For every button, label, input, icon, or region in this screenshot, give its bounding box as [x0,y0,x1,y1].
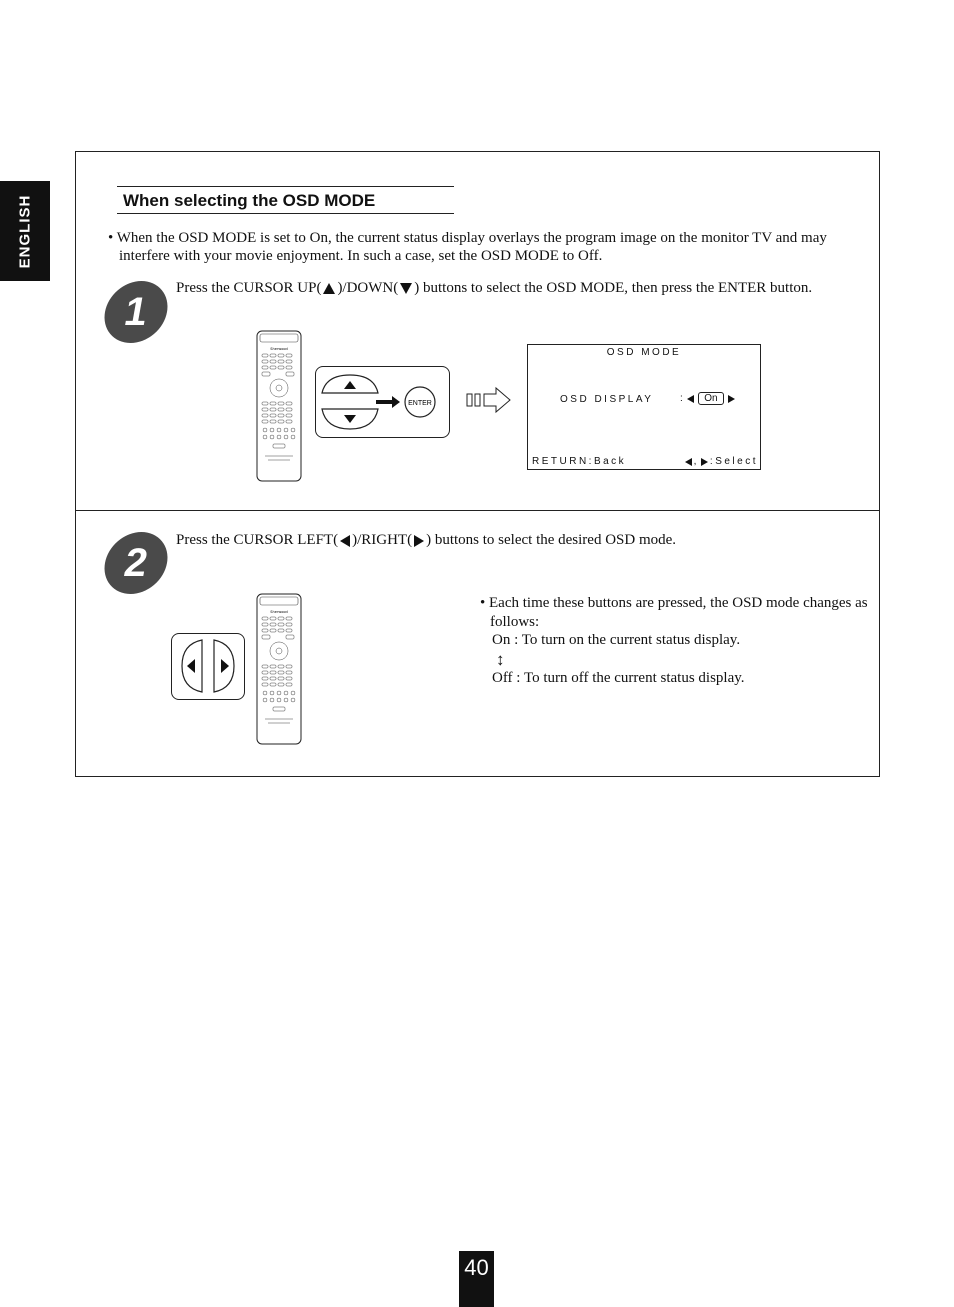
step-1-text-b: )/DOWN( [337,280,399,296]
remote-control-illustration [256,593,302,745]
step-1-text [176,279,866,297]
cursor-down-icon [400,283,412,294]
language-tab [0,181,50,281]
step-2-text-c: ) buttons to select the desired OSD mode. [426,532,677,548]
cursor-buttons-graphic [316,367,449,437]
osd-mode-notes [480,594,870,687]
page-number: 40 [459,1251,494,1307]
cursor-up-icon [323,283,335,294]
osd-colon: : [680,393,686,404]
osd-on-line: On : To turn on the current status display. [492,632,741,648]
left-right-buttons-graphic [172,634,244,699]
hollow-arrow-icon [466,386,512,414]
cursor-right-icon [414,535,424,547]
cursor-left-icon [340,535,350,547]
left-arrow-icon [687,395,694,403]
step-1-badge [100,281,173,343]
intro-note: • When the OSD MODE is set to On, the current status display overlays the program image on the monitor TV and may interfere with your movie enjoyment. In such a case, set the OSD MODE to Off. [108,230,827,264]
language-tab-label: ENGLISH [16,194,34,268]
arrow-right-icon [376,396,400,408]
osd-title: OSD MODE [606,347,682,358]
instruction-panel [75,151,880,777]
step-2-text-a: Press the CURSOR LEFT( [176,532,339,548]
toggle-arrow-icon: ↕ [496,649,505,669]
cursor-left-right-callout [171,633,245,700]
enter-button-label: ENTER [408,400,432,407]
step-2-number: 2 [121,540,152,585]
step-divider [76,510,879,511]
remote-control-illustration [256,330,302,482]
left-arrow-icon [685,458,692,466]
section-heading: When selecting the OSD MODE [117,186,454,214]
osd-mode-bullet: • Each time these buttons are pressed, the OSD mode changes as follows: [480,595,868,630]
remote-brand: Sherwood [270,610,288,614]
osd-mode-screen [527,344,761,470]
step-1-text-c: ) buttons to select the OSD MODE, then press the ENTER button. [414,280,813,296]
step-2-text [176,531,866,549]
cursor-up-down-callout [315,366,450,438]
osd-select-sep: , [693,456,699,467]
remote-brand: Sherwood [270,347,288,351]
osd-value-box: On [698,392,723,405]
osd-display-value [680,392,737,405]
step-2-badge [100,532,173,594]
step-1-text-a: Press the CURSOR UP( [176,280,322,296]
step-1-number: 1 [121,289,152,334]
right-arrow-icon [701,458,708,466]
osd-return-hint: RETURN:Back [532,456,627,467]
osd-select-text: :Select [709,456,758,467]
osd-select-hint [683,456,758,467]
step-2-text-b: )/RIGHT( [352,532,413,548]
right-arrow-icon [728,395,735,403]
osd-display-label: OSD DISPLAY [560,394,654,405]
osd-off-line: Off : To turn off the current status display. [492,669,745,686]
